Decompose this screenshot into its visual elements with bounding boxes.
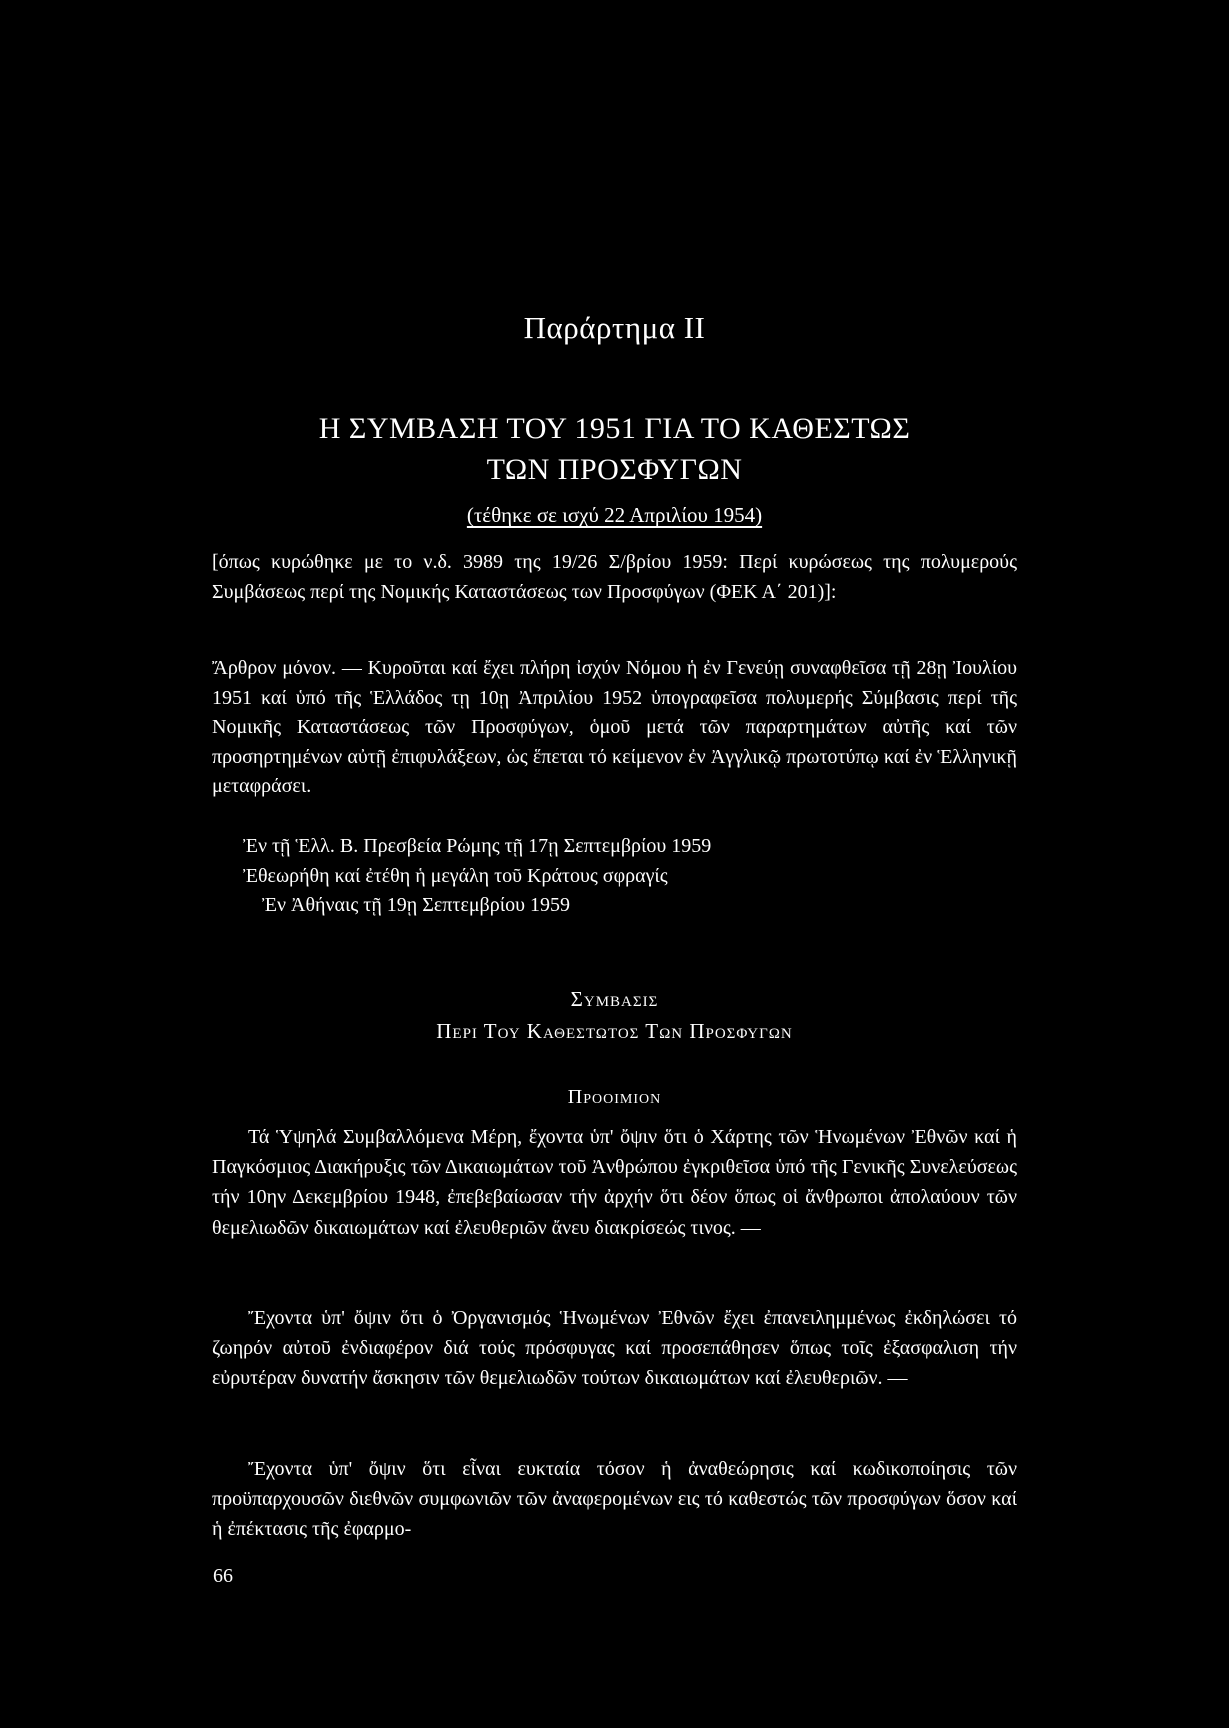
convention-title-line-2: ΤΩΝ ΠΡΟΣΦΥΓΩΝ bbox=[486, 453, 743, 486]
preamble-paragraph-2: Ἔχοντα ὑπ' ὄψιν ὅτι ὁ Ὀργανισμός Ἡνωμένων Ἐθνῶν ἔχει ἐπανειλημμένως ἐκδηλώσει τό ζωηρόν αὐτοῦ ἐνδιαφέρον διά τούς πρόσφυγας καί προσεπάθησεν ὅπως τοῖς ἐξασφαλιση τήν εὐρυτέραν δυνατήν ἄσκησιν τῶν θεμελιωδῶν τούτων δικαιωμάτων καί ἐλευθεριῶν. — bbox=[212, 1307, 1017, 1390]
signoff-line-athens: Ἐν Ἀθήναις τῇ 19ῃ Σεπτεμβρίου 1959 bbox=[262, 894, 570, 916]
page-number: 66 bbox=[213, 1565, 233, 1587]
sole-article-paragraph: Ἄρθρον μόνον. — Κυροῦται καί ἔχει πλήρη ἰσχύν Νόμου ἡ ἐν Γενεύῃ συναφθεῖσα τῇ 28ῃ Ἰουλίου 1951 καί ὑπό τῆς Ἑλλάδος τῃ 10ῃ Ἀπριλίου 1952 ὑπογραφεῖσα πολυμερής Σύμβασις περί τῆς Νομικῆς Καταστάσεως τῶν Προσφύγων, ὁμοῦ μετά τῶν παραρτημάτων αὐτῆς καί τῶν προσηρτημένων αὐτῇ ἐπιφυλάξεων, ὡς ἕπεται τό κείμενον ἐν Ἀγγλικῷ πρωτοτύπῳ καί ἐν Ἑλληνικῇ μεταφράσει. bbox=[212, 657, 1017, 797]
appendix-title: Παράρτημα II bbox=[523, 310, 706, 345]
signoff-line-seal: Ἐθεωρήθη καί ἐτέθη ἡ μεγάλη τοῦ Κράτους σφραγίς bbox=[243, 865, 668, 887]
convention-heading-label: Συμβασις bbox=[570, 987, 659, 1011]
preamble-paragraph-1: Τά Ὑψηλά Συμβαλλόμενα Μέρη, ἔχοντα ὑπ' ὄψιν ὅτι ὁ Χάρτης τῶν Ἡνωμένων Ἐθνῶν καί ἡ Παγκόσμιος Διακήρυξις τῶν Δικαιωμάτων τοῦ Ἀνθρώπου ἐγκριθεῖσα ὑπό τῆς Γενικῆς Συνελεύσεως τήν 10ην Δεκεμβρίου 1948, ἐπεβεβαίωσαν τήν ἀρχήν ὅτι δέον ὅπως οἱ ἄνθρωποι ἀπολαύουν τῶν θεμελιωδῶν δικαιωμάτων καί ἐλευθεριῶν ἄνευ διακρίσεώς τινος. — bbox=[212, 1126, 1017, 1239]
convention-heading-title: Περι Του Καθεστωτος Των Προσφυγων bbox=[436, 1019, 793, 1043]
entry-into-force-note: (τέθηκε σε ισχύ 22 Απριλίου 1954) bbox=[466, 503, 763, 527]
convention-title bbox=[212, 408, 1017, 490]
signoff-line-embassy: Ἐν τῇ Ἑλλ. Β. Πρεσβεία Ρώμης τῇ 17ῃ Σεπτεμβρίου 1959 bbox=[243, 835, 712, 857]
ratification-note: [όπως κυρώθηκε με το ν.δ. 3989 της 19/26 Σ/βρίου 1959: Περί κυρώσεως της πολυμερούς Συμβάσεως περί της Νομικής Καταστάσεως των Προσφύγων (ΦΕΚ Α΄ 201)]: bbox=[212, 551, 1017, 603]
preamble-paragraph-3: Ἔχοντα ὑπ' ὄψιν ὅτι εἶναι ευκταία τόσον ἡ ἀναθεώρησις καί κωδικοποίησις τῶν προϋπαρχουσῶν διεθνῶν συμφωνιῶν τῶν ἀναφερομένων εις τό καθεστώς τῶν προσφύγων ὅσον καί ἡ ἐπέκτασις τῆς ἐφαρμο- bbox=[212, 1458, 1017, 1541]
convention-title-line-1: Η ΣΥΜΒΑΣΗ ΤΟΥ 1951 ΓΙΑ ΤΟ ΚΑΘΕΣΤΩΣ bbox=[318, 412, 911, 445]
preamble-heading: Προοιμιον bbox=[567, 1086, 662, 1108]
